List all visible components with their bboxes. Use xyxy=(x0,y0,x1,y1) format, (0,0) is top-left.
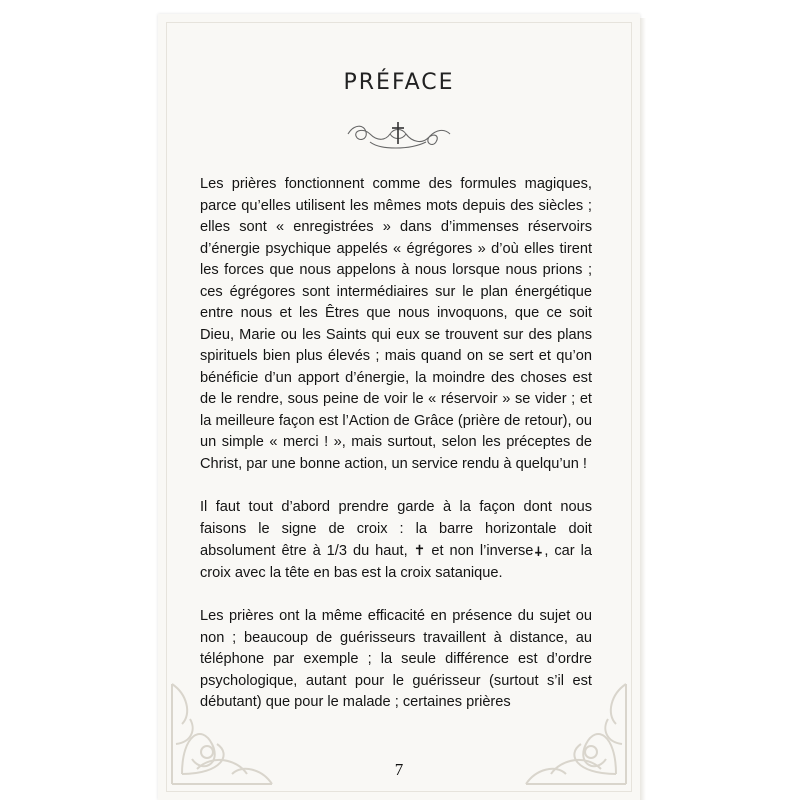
paragraph: Les prières ont la même efficacité en présence du sujet ou non ; beaucoup de guérisseurs travaillent à distance, au téléphone par exemple ; la seule différence est d’ordre psychologique, autant pour le guérisseur (surtout s’il est débutant) que pour le malade ; certaines prières xyxy=(200,608,592,710)
page-number: 7 xyxy=(394,760,404,779)
paragraph xyxy=(200,497,592,584)
page-title: PRÉFACE xyxy=(343,70,455,95)
paragraph: Les prières fonctionnent comme des formules magiques, parce qu’elles utilisent les mêmes mots depuis des siècles ; elles sont « enregistrées » dans d’immenses réservoirs d’énergie psychique appelés « égrégores » d’où elles tirent les forces que nous appelons à nous lorsque nous prions ; ces égrégores sont intermédiaires sur le plan énergétique entre nous et les Êtres que nous invoquons, que ce soit Dieu, Marie ou les Saints qui eux se trouvent sur des plans spirituels bien plus élevés ; mais quand on se sert et qu’on bénéficie d’un apport d’énergie, la moindre des choses est de le rendre, sous peine de voir le « réservoir » se vider ; et la meilleure façon est l’Action de Grâce (prière de retour), ou un simple « merci ! », mais surtout, selon les préceptes de Christ, par une bonne action, un service rendu à quelqu’un ! xyxy=(200,176,592,472)
paragraph-text: , car la croix avec la tête en bas est la croix satanique. xyxy=(200,543,592,581)
inverted-cross-icon: ✝ xyxy=(533,543,545,559)
paragraph-text: Il faut tout d’abord prendre garde à la façon dont nous faisons le signe de croix : la barre horizontale doit absolument être à 1/3 du haut, xyxy=(200,499,592,559)
page-edge xyxy=(640,18,646,800)
paragraph-text: et non l’inverse xyxy=(431,543,534,559)
cross-flourish-icon xyxy=(340,112,456,152)
book-page xyxy=(158,14,640,800)
preface-body xyxy=(200,174,592,736)
cross-icon: ✝ xyxy=(413,542,426,558)
